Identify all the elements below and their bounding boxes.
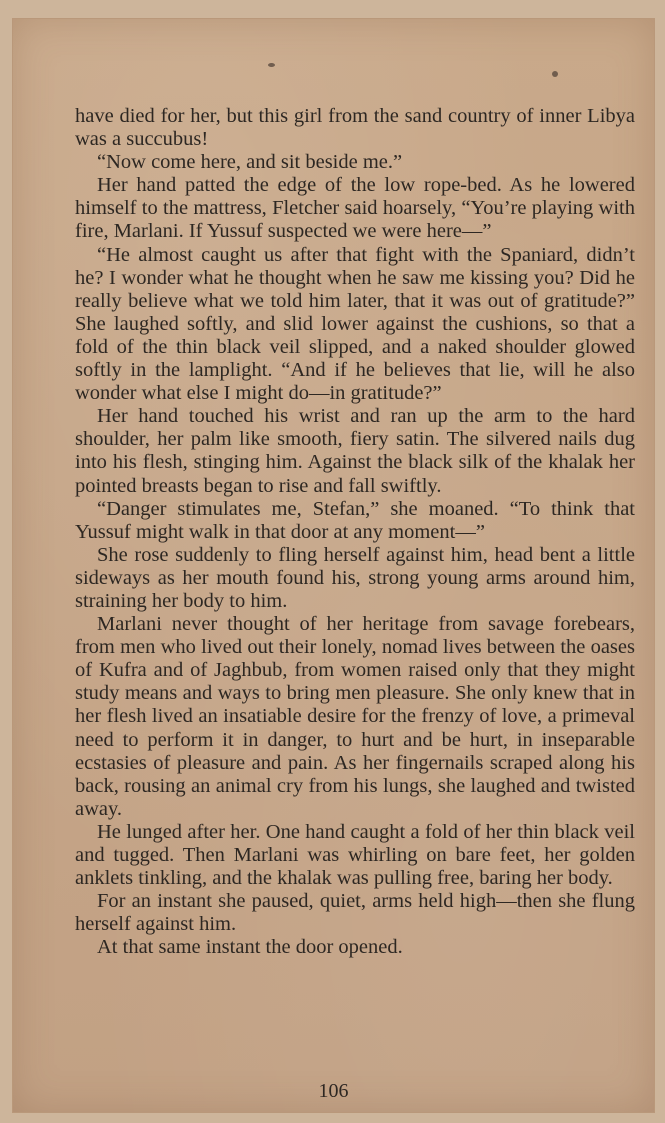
paragraph: “Now come here, and sit beside me.” [97,151,403,174]
paragraph: “Danger stimulates me, Stefan,” she moaned. “To think that Yussuf might walk in that door at any moment—” [75,497,635,543]
paragraph: She rose suddenly to fling herself against him, head bent a little sideways as her mouth found his, strong young arms around him, straining her body to him. [75,543,635,612]
ink-speck [268,63,275,67]
paragraph: At that same instant the door opened. [97,936,403,959]
ink-speck [552,71,558,77]
paragraph: have died for her, but this girl from the sand country of inner Libya was a succubus! [75,105,635,151]
paragraph: Marlani never thought of her heritage from savage forebears, from men who lived out their lonely, nomad lives between the oases of Kufra and of Jaghbub, from women raised only that they might study means and ways to bring men pleasure. She only knew that in her flesh lived an insatiable desire for the frenzy of love, a primeval need to perform it in danger, to hurt and be hurt, in inseparable ecstasies of pleasure and pain. As her fingernails scraped along his back, rousing an animal cry from his lungs, she laughed and twisted away. [75,613,635,820]
page-number: 106 [318,1080,349,1102]
book-page [12,18,655,1113]
paragraph: “He almost caught us after that fight with the Spaniard, didn’t he? I wonder what he thought when he saw me kissing you? Did he really believe what we told him later, that it was out of gratitude?” She laughed softly, and slid lower against the cushions, so that a fold of the thin black veil slipped, and a naked shoulder glowed softly in the lamplight. “And if he believes that lie, will he also wonder what else I might do—in gratitude?” [75,243,635,405]
body-text [75,105,635,959]
paragraph: He lunged after her. One hand caught a fold of her thin black veil and tugged. Then Marlani was whirling on bare feet, her golden anklets tinkling, and the khalak was pulling free, baring her body. [75,820,635,890]
paragraph: Her hand patted the edge of the low rope-bed. As he lowered himself to the mattress, Fletcher said hoarsely, “You’re playing with fire, Marlani. If Yussuf suspected we were here—” [75,174,635,243]
paragraph: Her hand touched his wrist and ran up the arm to the hard shoulder, her palm like smooth, fiery satin. The silvered nails dug into his flesh, stinging him. Against the black silk of the khalak her pointed breasts began to rise and fall swiftly. [75,405,635,497]
paragraph: For an instant she paused, quiet, arms held high—then she flung herself against him. [75,890,635,936]
